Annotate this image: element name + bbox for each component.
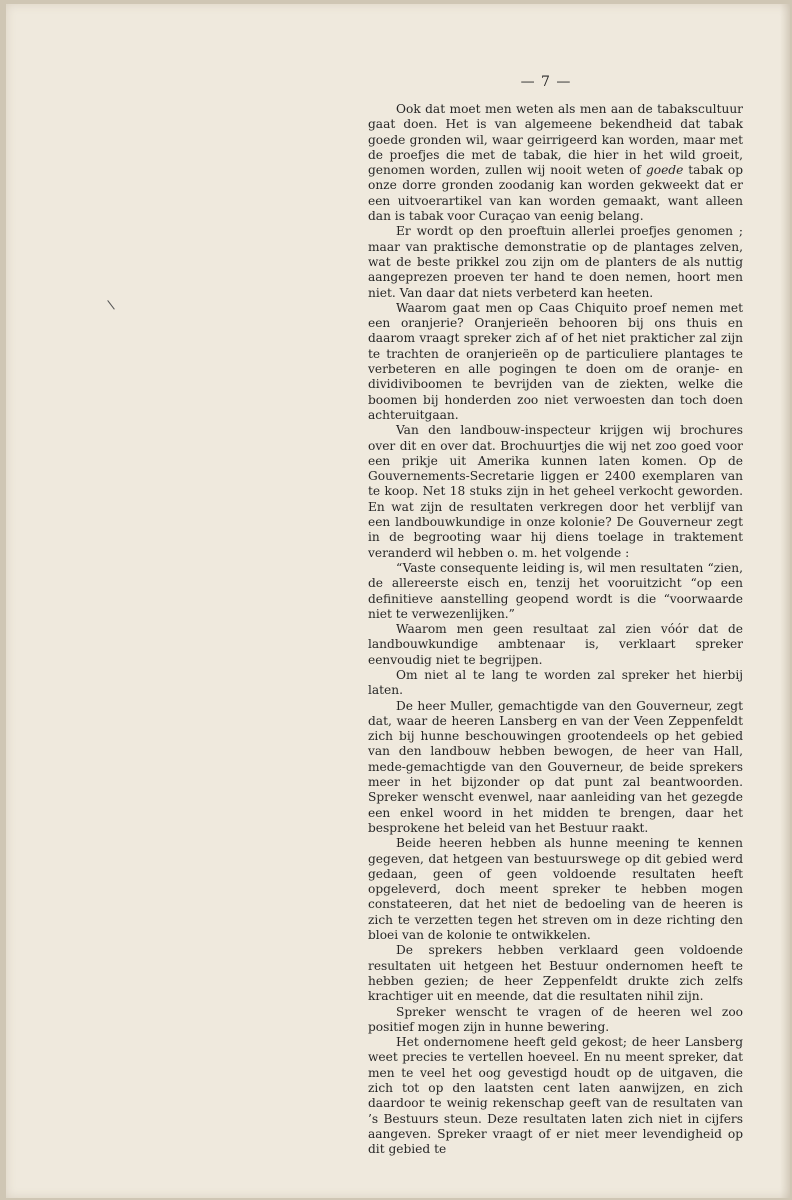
page-number: — 7 — <box>520 74 572 90</box>
paragraph-text: Ook dat moet men weten als men aan de tabakscultuur gaat doen. Het is van algemeene bekendheid dat tabak goede gronden wil, waar geirrigeerd kan worden, maar met de proefjes die met de tabak, die hier in het wild groeit, genomen worden, zullen wij nooit weten of <box>368 102 743 178</box>
quoted-paragraph: “Vaste consequente leiding is, wil men resultaten “zien, de allereerste eisch en, tenzij het vooruitzicht “op een definitieve aanstelling geopend wordt is die “voorwaarde niet te verwezenlijken.” <box>368 560 743 621</box>
body-text-column <box>368 102 743 1157</box>
paragraph: Spreker wenscht te vragen of de heeren wel zoo positief mogen zijn in hunne bewering. <box>368 1004 743 1034</box>
paragraph: Beide heeren hebben als hunne meening te kennen gegeven, dat hetgeen van bestuurswege op dit gebied werd gedaan, geen of geen voldoende resultaten heeft opgeleverd, doch meent spreker te hebben mogen constateeren, dat het niet de bedoeling van de heeren is zich te verzetten tegen het streven om in deze richting den bloei van de kolonie te ontwikkelen. <box>368 836 743 943</box>
emphasized-word: goede <box>645 163 684 178</box>
paragraph-text: tabak op onze dorre gronden zoodanig kan worden gekweekt dat er een uitvoerartikel van kan worden gemaakt, want alleen dan is tabak voor Curaçao van eenig belang. <box>368 163 744 224</box>
paragraph: Waarom gaat men op Caas Chiquito proef nemen met een oranjerie? Oranjerieën behooren bij ons thuis en daarom vraagt spreker zich af of het niet prakticher zal zijn te trachten de oranjerieën op de particuliere plantages te verbeteren en alle pogingen te doen om de oranje- en dividiviboomen te bevrijden van de ziekten, welke die boomen bij honderden zoo niet verwoesten dan toch doen achteruitgaan. <box>368 300 743 422</box>
paragraph: Om niet al te lang te worden zal spreker het hierbij laten. <box>368 667 743 698</box>
paragraph: Waarom men geen resultaat zal zien vóór dat de landbouwkundige ambtenaar is, verklaart spreker eenvoudig niet te begrijpen. <box>368 622 743 667</box>
document-page <box>6 4 790 1198</box>
paragraph: De heer Muller, gemachtigde van den Gouverneur, zegt dat, waar de heeren Lansberg en van der Veen Zeppenfeldt zich bij hunne beschouwingen grootendeels op het gebied van den landbouw hebben bewogen, de heer van Hall, mede-gemachtigde van den Gouverneur, de beide sprekers meer in het bijzonder op dat punt zal beantwoorden. Spreker wenscht evenwel, naar aanleiding van het gezegde een enkel woord in het midden te brengen, daar het besprokene het beleid van het Bestuur raakt. <box>368 698 743 835</box>
paragraph: Er wordt op den proeftuin allerlei proefjes genomen ; maar van praktische demonstratie op de plantages zelven, wat de beste prikkel zou zijn om de planters de als nuttig aangeprezen proeven ter hand te doen nemen, hoort men niet. Van daar dat niets verbeterd kan heeten. <box>368 224 743 300</box>
page-edge-shadow <box>780 4 790 1198</box>
margin-pencil-mark: \ <box>106 297 116 314</box>
paragraph: Van den landbouw-inspecteur krijgen wij brochures over dit en over dat. Brochuurtjes die wij net zoo goed voor een prikje uit Amerika kunnen laten komen. Op de Gouvernements-Secretarie liggen er 2400 exemplaren van te koop. Net 18 stuks zijn in het geheel verkocht geworden. En wat zijn de resultaten verkregen door het verblijf van een landbouwkundige in onze kolonie? De Gouverneur zegt in de begrooting waar hij diens toelage in traktement veranderd wil hebben o. m. het volgende : <box>368 423 743 560</box>
paragraph: Het ondernomene heeft geld gekost; de heer Lansberg weet precies te vertellen hoeveel. En nu meent spreker, dat men te veel het oog gevestigd houdt op de uitgaven, die zich tot op den laatsten cent laten aanwijzen, en zich daardoor te weinig rekenschap geeft van de resultaten van ’s Bestuurs steun. Deze resultaten laten zich niet in cijfers aangeven. Spreker vraagt of er niet meer levendigheid op dit gebied te <box>368 1035 743 1157</box>
paragraph <box>368 102 743 224</box>
paragraph: De sprekers hebben verklaard geen voldoende resultaten uit hetgeen het Bestuur ondernomen heeft te hebben gezien; de heer Zeppenfeldt drukte zich zelfs krachtiger uit en meende, dat die resultaten nihil zijn. <box>368 943 743 1004</box>
